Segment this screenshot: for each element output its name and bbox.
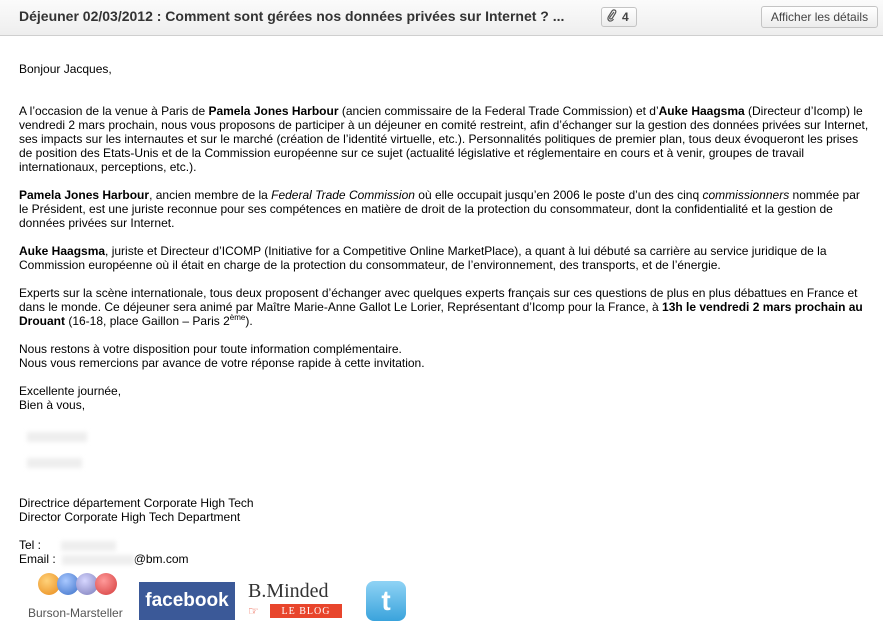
redacted-name [27,432,87,442]
event-time-place: 13h le vendredi 2 mars prochain au Drouant [19,300,863,328]
show-details-button[interactable]: Afficher les détails [761,6,878,28]
text: (16-18, place Gaillon – Paris 2 [65,314,230,328]
tel-label: Tel : [19,538,42,552]
burson-marsteller-logo[interactable] [28,573,128,623]
email-domain[interactable]: @bm.com [133,552,189,566]
signature-title-fr: Directrice département Corporate High Tech [19,496,254,510]
signature-title-en: Director Corporate High Tech Department [19,510,241,524]
name-haagsma: Auke Haagsma [658,104,745,118]
text: où elle occupait jusqu’en 2006 le poste d’un des cinq [414,188,703,202]
message-subject: Déjeuner 02/03/2012 : Comment sont gérées nos données privées sur Internet ? ... [19,8,565,24]
attachments-button[interactable] [601,7,637,27]
text: Excellente journée, [19,384,122,398]
redacted-phone [61,541,116,551]
paragraph-intro [19,104,869,174]
paragraph-haagsma [19,244,869,272]
redacted-email [62,555,134,565]
text: Nous restons à votre disposition pour toute information complémentaire. [19,342,402,356]
bminded-blog-badge: LE BLOG [270,604,342,618]
name-harbour: Pamela Jones Harbour [19,188,150,202]
facebook-text: facebook [145,590,229,611]
message-body [19,62,869,566]
text: , ancien membre de la [149,188,272,202]
bminded-logo[interactable] [248,580,344,620]
twitter-icon: t [381,585,391,616]
burson-marsteller-text: Burson-Marsteller [28,606,123,620]
email-label: Email : [19,552,56,566]
hand-icon: ☞ [248,604,259,618]
greeting: Bonjour Jacques, [19,62,112,76]
commissioners-text: commissionners [702,188,790,202]
text: (Directeur d’Icomp) le vendredi 2 mars prochain, nous vous proposons de participer à un déjeuner en comité restreint, afin d’échanger sur la gestion des données privées sur Internet, ses impacts sur les internautes et sur le marché (création de l’identité virtuelle, etc.). Personnalités politiques de premier plan, tous deux évoqueront les prises de position des Etats-Unis et de la Commission européenne sur ce sujet (actualité législative et réglementaire en cours et à venir, groupes de travail internationaux, perceptions, etc.). [19,104,869,174]
signature-tel [19,538,869,552]
text: A l’occasion de la venue à Paris de [19,104,209,118]
paragraph-availability [19,342,869,370]
ftc-text: Federal Trade Commission [271,188,415,202]
text: (ancien commissaire de la Federal Trade Commission) et d’ [338,104,659,118]
globes-icon [38,573,117,595]
signature-email [19,552,869,566]
redacted-surname [27,458,82,468]
message-header [0,0,883,36]
text: nommée par le Président, est une juriste reconnue pour ses compétences en matière de droit de la protection du consommateur, dont la confidentialité et la gestion de données privées sur Internet. [19,188,860,230]
paragraph-experts [19,286,869,328]
paperclip-icon [607,9,617,25]
superscript: ème [229,313,246,322]
text: , juriste et Directeur d’ICOMP (Initiative for a Competitive Online MarketPlace), a quant à lui débuté sa carrière au service juridique de la Commission européenne où il était en charge de la protection du consommateur, de l’environnement, des transports, et de l’énergie. [19,244,827,272]
twitter-logo[interactable] [366,581,406,621]
name-harbour: Pamela Jones Harbour [208,104,339,118]
text: Bien à vous, [19,398,86,412]
closing [19,384,869,412]
bminded-text: B.Minded [248,580,329,602]
text: Experts sur la scène internationale, tous deux proposent d’échanger avec quelques experts français sur ces questions de plus en plus débattues en France et dans le monde. Ce déjeuner sera animé par Maître Marie-Anne Gallot Le Lorier, Représentant d’Icomp pour la France, à [19,286,858,314]
text: ). [245,314,253,328]
facebook-logo[interactable] [139,582,235,620]
signature-redacted [19,426,869,496]
attachment-count: 4 [622,10,629,24]
name-haagsma: Auke Haagsma [19,244,106,258]
text: Nous vous remercions par avance de votre réponse rapide à cette invitation. [19,356,425,370]
paragraph-harbour [19,188,869,230]
